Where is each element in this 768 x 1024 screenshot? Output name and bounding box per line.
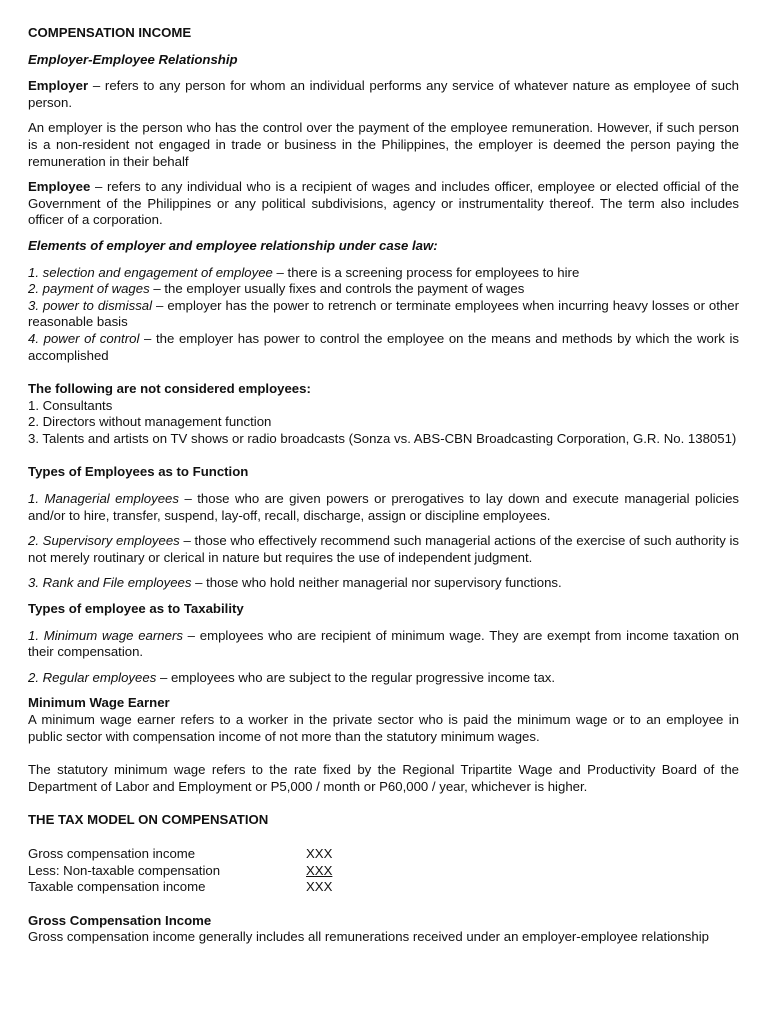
list-item: 3. Talents and artists on TV shows or radio broadcasts (Sonza vs. ABS-CBN Broadcasting Corporation, G.R. No. 138051): [28, 430, 737, 446]
list-item: 2. Supervisory employees – those who effectively recommend such managerial actions of the exercise of such authority is not merely routinary or clerical in nature but requires the use of independent judgment.: [28, 533, 740, 565]
table-row: Gross compensation income XXX: [28, 845, 333, 861]
eer-heading: Employer-Employee Relationship: [28, 51, 238, 67]
list-item: 1. Managerial employees – those who are given powers or prerogatives to lay down and execute managerial policies and/or to hire, transfer, suspend, lay-off, recall, discharge, assign or discipline employees.: [28, 491, 740, 523]
list-item: 1. selection and engagement of employee – there is a screening process for employees to hire: [28, 264, 580, 280]
table-row: Taxable compensation income XXX: [28, 879, 333, 895]
mwe-paragraph: A minimum wage earner refers to a worker in the private sector who is paid the minimum wage or to an employee in public sector with compensation income of not more than the statutory minimum wages.: [28, 712, 739, 744]
types-function-heading: Types of Employees as to Function: [28, 464, 249, 480]
employee-definition: Employee – refers to any individual who is a recipient of wages and includes officer, employee or elected official of the Government of the Philippines or any political subdivisions, agency or instrumentality thereof. The term also includes officer of a corporation.: [28, 179, 739, 228]
gci-heading: Gross Compensation Income: [28, 912, 212, 928]
doc-title: COMPENSATION INCOME: [28, 25, 192, 40]
document-page: [28, 25, 739, 946]
tax-model-table: [28, 846, 739, 896]
not-employees-heading: The following are not considered employees:: [28, 381, 311, 397]
employer-term: Employer: [28, 78, 89, 94]
elements-list: [28, 265, 739, 365]
tax-model-heading: THE TAX MODEL ON COMPENSATION: [28, 812, 269, 828]
list-item: 4. power of control – the employer has power to control the employee on the means and methods by which the work is accomplished: [28, 330, 739, 363]
gci-paragraph: Gross compensation income generally includes all remunerations received under an employer-employee relationship: [28, 929, 709, 945]
types-tax-heading: Types of employee as to Taxability: [28, 601, 244, 617]
statutory-paragraph: The statutory minimum wage refers to the rate fixed by the Regional Tripartite Wage and Productivity Board of the Department of Labor and Employment or P5,000 / month or P60,000 / year, whichever is higher.: [28, 762, 739, 794]
elements-heading: Elements of employer and employee relationship under case law:: [28, 237, 438, 253]
list-item: 2. Directors without management function: [28, 414, 272, 430]
mwe-heading: Minimum Wage Earner: [28, 695, 170, 711]
not-employees-list: [28, 398, 739, 448]
employer-definition: Employer – refers to any person for whom an individual performs any service of whatever nature as employee of such person.: [28, 78, 739, 110]
list-item: 3. Rank and File employees – those who hold neither managerial nor supervisory functions.: [28, 575, 562, 591]
list-item: 3. power to dismissal – employer has the power to retrench or terminate employees when incurring heavy losses or other reasonable basis: [28, 297, 739, 330]
list-item: 1. Consultants: [28, 397, 113, 413]
table-row: Less: Non-taxable compensation XXX: [28, 862, 333, 878]
list-item: 2. payment of wages – the employer usually fixes and controls the payment of wages: [28, 281, 525, 297]
list-item: 1. Minimum wage earners – employees who are recipient of minimum wage. They are exempt from income taxation on their compensation.: [28, 627, 739, 660]
employer-paragraph: An employer is the person who has the control over the payment of the employee remuneration. However, if such person is a non-resident not engaged in trade or business in the Philippines, the employer is deemed the person paying the remuneration in their behalf: [28, 120, 739, 169]
list-item: 2. Regular employees – employees who are subject to the regular progressive income tax.: [28, 669, 556, 685]
employee-term: Employee: [28, 179, 91, 195]
